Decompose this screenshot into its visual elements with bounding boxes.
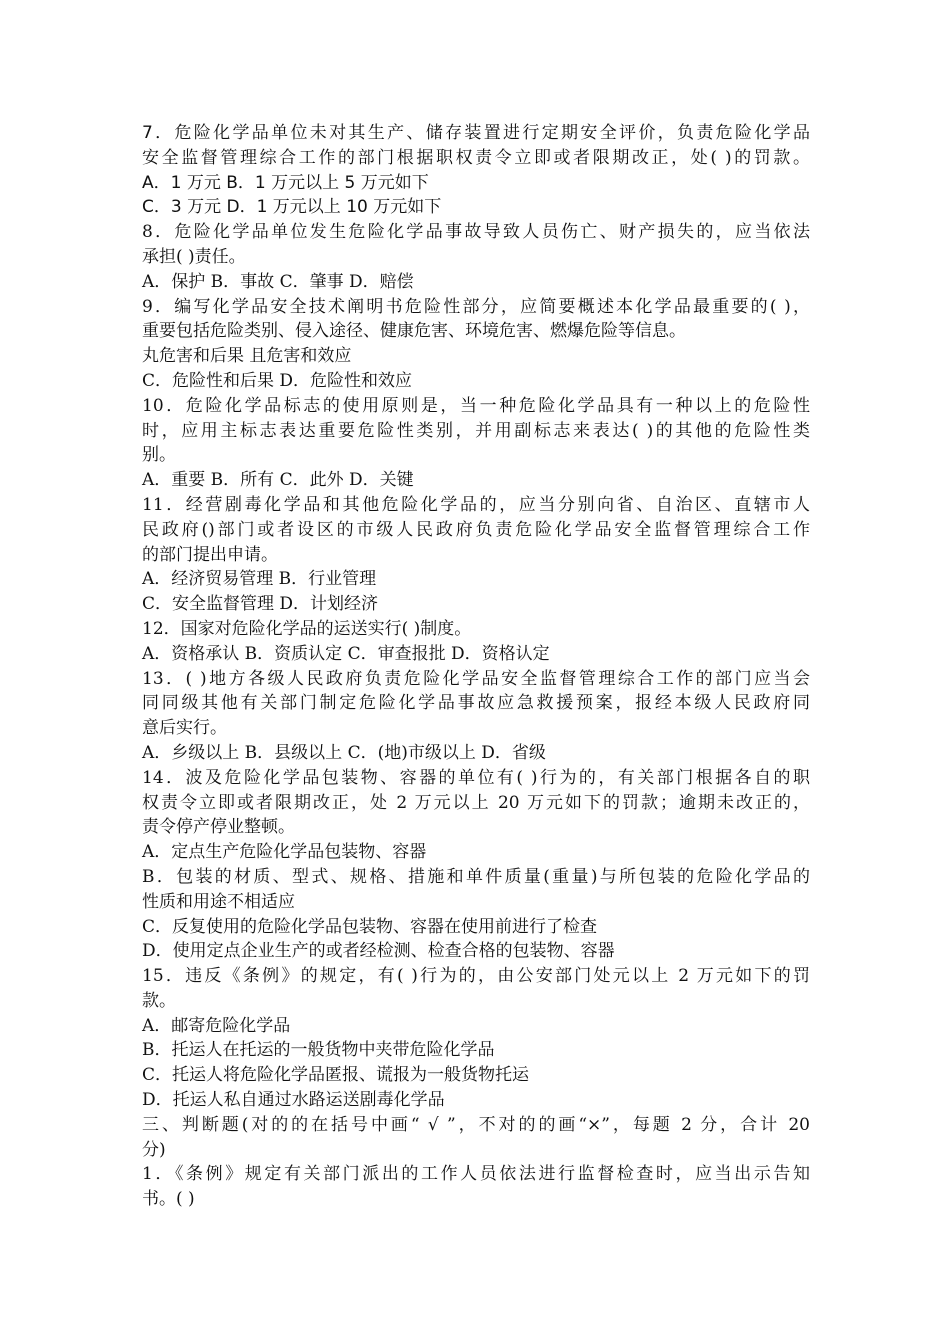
text-line: 14．波及危险化学品包装物、容器的单位有( )行为的，有关部门根据各自的职 xyxy=(142,767,810,788)
text-line: D．使用定点企业生产的或者经检测、检查合格的包装物、容器 xyxy=(142,941,615,962)
text-line: 时，应用主标志表达重要危险性类别，并用副标志来表达( )的其他的危险性类 xyxy=(142,420,810,441)
text-line: 三、判断题(对的的在括号中画“ √ ”，不对的的画“×”，每题 2 分，合计 20 xyxy=(142,1114,810,1135)
text-line: 15．违反《条例》的规定，有( )行为的，由公安部门处元以上 2 万元如下的罚 xyxy=(142,966,810,987)
text-line: 12．国家对危险化学品的运送实行( )制度。 xyxy=(142,618,472,639)
text-line: 重要包括危险类别、侵入途径、健康危害、环境危害、燃爆危险等信息。 xyxy=(142,321,686,342)
text-line: 10．危险化学品标志的使用原则是，当一种危险化学品具有一种以上的危险性 xyxy=(142,395,810,416)
text-line: 别。 xyxy=(142,445,176,466)
text-line: 性质和用途不相适应 xyxy=(142,891,295,912)
text-line: A．重要 B．所有 C．此外 D．关键 xyxy=(142,470,414,491)
text-line: 13．( )地方各级人民政府负责危险化学品安全监督管理综合工作的部门应当会 xyxy=(142,668,810,689)
text-line: 8．危险化学品单位发生危险化学品事故导致人员伤亡、财产损失的，应当依法 xyxy=(142,222,810,243)
text-line: D．托运人私自通过水路运送剧毒化学品 xyxy=(142,1090,445,1111)
text-line: A．资格承认 B．资质认定 C．审查报批 D．资格认定 xyxy=(142,643,550,664)
text-line: 7．危险化学品单位未对其生产、储存装置进行定期安全评价，负责危险化学品 xyxy=(142,123,810,143)
text-line: A．乡级以上 B．县级以上 C．(地)市级以上 D．省级 xyxy=(142,742,546,763)
text-line: 民政府()部门或者设区的市级人民政府负责危险化学品安全监督管理综合工作 xyxy=(142,519,810,540)
text-line: 权责令立即或者限期改正，处 2 万元以上 20 万元如下的罚款；逾期未改正的， xyxy=(142,792,810,813)
text-line: A．定点生产危险化学品包装物、容器 xyxy=(142,842,427,863)
text-line: C．反复使用的危险化学品包装物、容器在使用前进行了检查 xyxy=(142,916,598,937)
text-line: 安全监督管理综合工作的部门根据职权责令立即或者限期改正，处( )的罚款。 xyxy=(142,147,810,168)
text-line: A．邮寄危险化学品 xyxy=(142,1015,291,1036)
text-line: 9．编写化学品安全技术阐明书危险性部分，应简要概述本化学品最重要的( )， xyxy=(142,296,810,317)
text-line: 11．经营剧毒化学品和其他危险化学品的，应当分别向省、自治区、直辖市人 xyxy=(142,494,810,515)
text-line: B．包装的材质、型式、规格、措施和单件质量(重量)与所包装的危险化学品的 xyxy=(142,866,810,887)
text-line: 的部门提出申请。 xyxy=(142,544,278,565)
text-line: 承担( )责任。 xyxy=(142,246,246,267)
text-line: A．保护 B．事故 C．肇事 D．赔偿 xyxy=(142,271,414,292)
text-line: 责令停产停业整顿。 xyxy=(142,817,295,838)
text-line: B．托运人在托运的一般货物中夹带危险化学品 xyxy=(142,1040,495,1061)
text-line: A．1 万元 B．1 万元以上 5 万元如下 xyxy=(142,172,429,193)
document-page xyxy=(142,121,810,1212)
text-line: 1．《条例》规定有关部门派出的工作人员依法进行监督检查时，应当出示告知 xyxy=(142,1164,810,1185)
text-line: C．危险性和后果 D．危险性和效应 xyxy=(142,370,413,391)
text-line: C．托运人将危险化学品匿报、谎报为一般货物托运 xyxy=(142,1065,530,1086)
text-line: C．安全监督管理 D．计划经济 xyxy=(142,594,379,615)
text-line: 意后实行。 xyxy=(142,718,227,739)
text-line: 丸危害和后果 且危害和效应 xyxy=(142,346,352,367)
text-line: 同同级其他有关部门制定危险化学品事故应急救援预案，报经本级人民政府同 xyxy=(142,693,810,714)
text-line: C．3 万元 D．1 万元以上 10 万元如下 xyxy=(142,197,442,218)
text-line: 书。( ) xyxy=(142,1189,195,1210)
text-line: 分) xyxy=(142,1139,166,1160)
text-line: A．经济贸易管理 B．行业管理 xyxy=(142,569,377,590)
text-line: 款。 xyxy=(142,990,176,1011)
